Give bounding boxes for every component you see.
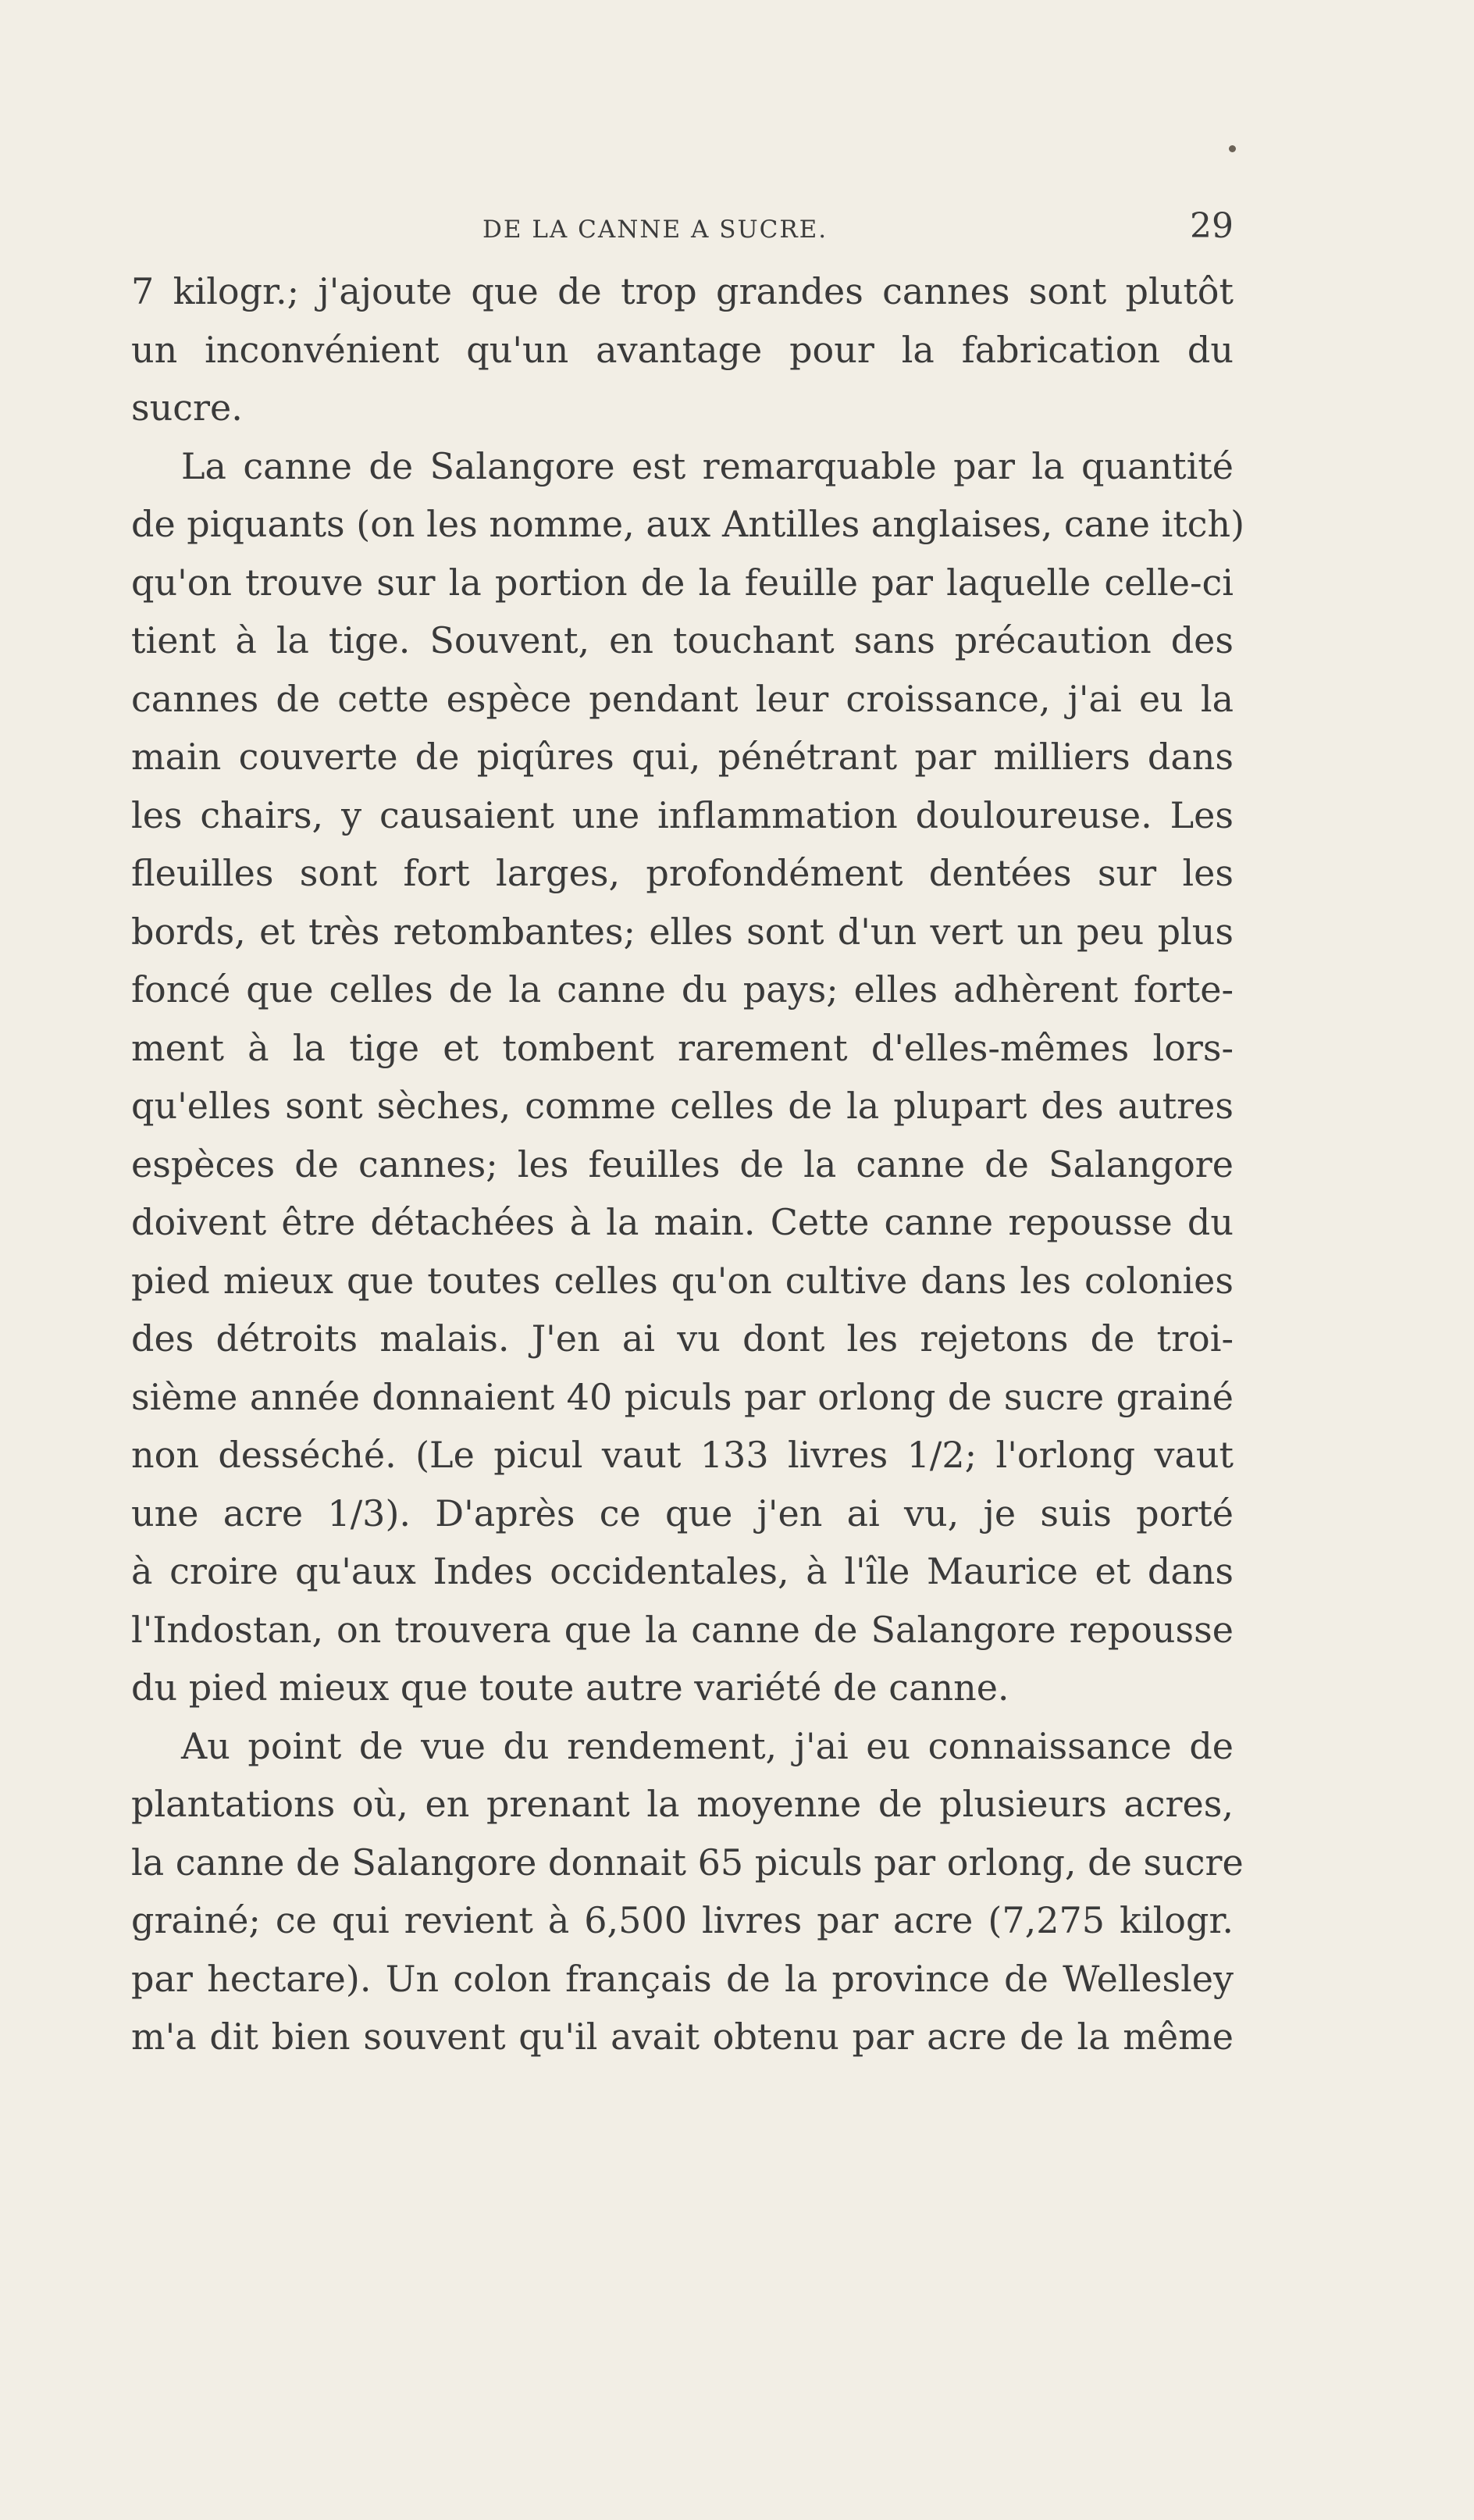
text-line: une acre 1/3). D'après ce que j'en ai vu, je suis porté (131, 1492, 1234, 1534)
text-line: pied mieux que toutes celles qu'on cultive dans les colonies (131, 1259, 1234, 1302)
text-line: main couverte de piqûres qui, pénétrant par milliers dans (131, 736, 1234, 778)
text-line: La canne de Salangore est remarquable par la quantité (181, 444, 1234, 487)
text-line: des détroits malais. J'en ai vu dont les rejetons de troi- (131, 1317, 1234, 1360)
text-line: doivent être détachées à la main. Cette canne repousse du (131, 1201, 1234, 1243)
text-line: m'a dit bien souvent qu'il avait obtenu par acre de la même (131, 2016, 1234, 2058)
text-line: qu'elles sont sèches, comme celles de la plupart des autres (131, 1085, 1234, 1127)
text-line: sième année donnaient 40 piculs par orlong de sucre grainé (131, 1375, 1234, 1418)
text-line: les chairs, y causaient une inflammation douloureuse. Les (131, 793, 1234, 836)
text-line: cannes de cette espèce pendant leur croissance, j'ai eu la (131, 677, 1234, 720)
text-line: tient à la tige. Souvent, en touchant sans précaution des (131, 619, 1234, 661)
text-line: foncé que celles de la canne du pays; elles adhèrent forte- (131, 968, 1234, 1010)
text-line: plantations où, en prenant la moyenne de plusieurs acres, (131, 1783, 1234, 1825)
text-line: de piquants (on les nomme, aux Antilles anglaises, cane itch) (131, 503, 1245, 545)
text-line: à croire qu'aux Indes occidentales, à l'île Maurice et dans (131, 1550, 1234, 1592)
text-line: 7 kilogr.; j'ajoute que de trop grandes cannes sont plutôt (131, 270, 1234, 312)
text-line: qu'on trouve sur la portion de la feuille par laquelle celle-ci (131, 561, 1234, 604)
text-line: du pied mieux que toute autre variété de canne. (131, 1666, 1009, 1709)
running-head-title: DE LA CANNE A SUCRE. (482, 216, 828, 244)
text-line: un inconvénient qu'un avantage pour la fabrication du (131, 328, 1234, 371)
text-line: Au point de vue du rendement, j'ai eu connaissance de (181, 1724, 1234, 1767)
text-line: espèces de cannes; les feuilles de la canne de Salangore (131, 1142, 1234, 1185)
text-line: sucre. (131, 387, 243, 429)
text-line: ment à la tige et tombent rarement d'elles-mêmes lors- (131, 1026, 1234, 1069)
text-line: l'Indostan, on trouvera que la canne de Salangore repousse (131, 1608, 1234, 1651)
text-line: par hectare). Un colon français de la province de Wellesley (131, 1957, 1234, 2000)
text-line: grainé; ce qui revient à 6,500 livres par acre (7,275 kilogr. (131, 1899, 1234, 1941)
body-text (131, 262, 1245, 2066)
text-line: bords, et très retombantes; elles sont d'un vert un peu plus (131, 910, 1234, 953)
running-head (131, 205, 1234, 251)
text-line: la canne de Salangore donnait 65 piculs par orlong, de sucre (131, 1841, 1244, 1884)
page-number: 29 (1190, 206, 1234, 246)
text-line: fleuilles sont fort larges, profondément dentées sur les (131, 852, 1234, 894)
ink-dot (1229, 145, 1236, 152)
text-line: non desséché. (Le picul vaut 133 livres 1/2; l'orlong vaut (131, 1434, 1234, 1476)
